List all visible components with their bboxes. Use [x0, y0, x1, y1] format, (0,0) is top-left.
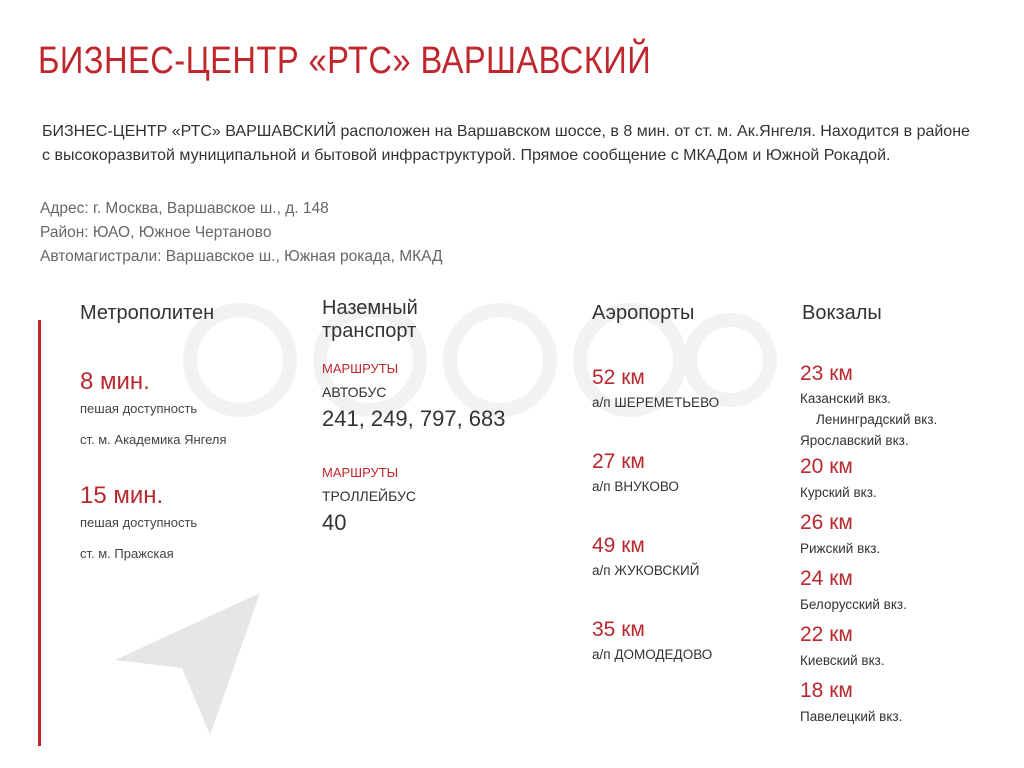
metro-item — [80, 368, 227, 449]
airport-item — [592, 449, 679, 496]
metro-item — [80, 482, 197, 563]
station-item — [800, 622, 885, 670]
station-name: Рижский вкз. — [800, 541, 881, 556]
station-names — [800, 388, 937, 451]
airport-distance: 52 км — [592, 366, 645, 389]
district-text: Район: ЮАО, Южное Чертаново — [40, 224, 272, 241]
metro-mode: пешая доступность — [80, 401, 198, 416]
station-item — [800, 510, 880, 558]
station-distance: 26 км — [800, 511, 853, 534]
address-text: Адрес: г. Москва, Варшавское ш., д. 148 — [40, 200, 329, 217]
route-numbers: 40 — [322, 510, 347, 535]
airport-distance: 35 км — [592, 618, 645, 641]
route-numbers: 241, 249, 797, 683 — [322, 406, 506, 431]
accent-divider — [38, 320, 41, 746]
page-title: БИЗНЕС-ЦЕНТР «РТС» ВАРШАВСКИЙ — [38, 40, 652, 82]
info-block — [40, 197, 443, 269]
airport-name: а/п ЖУКОВСКИЙ — [592, 563, 700, 578]
airport-item — [592, 533, 699, 580]
station-distance: 20 км — [800, 455, 853, 478]
station-name: Курский вкз. — [800, 485, 877, 500]
station-name: Ленинградский вкз. — [816, 412, 938, 427]
navigation-arrow-icon — [110, 590, 270, 740]
airport-item — [592, 617, 712, 664]
station-name: Белорусский вкз. — [800, 597, 907, 612]
ground-transport-heading — [322, 297, 418, 343]
ground-heading-line-2: транспорт — [322, 320, 417, 342]
airport-name: а/п ШЕРЕМЕТЬЕВО — [592, 395, 720, 410]
routes-label: МАРШРУТЫ — [322, 465, 399, 480]
station-name: Ярославский вкз. — [800, 433, 909, 448]
trolleybus-routes — [322, 464, 416, 537]
airport-item — [592, 365, 719, 412]
metro-station: ст. м. Академика Янгеля — [80, 432, 227, 447]
airports-heading: Аэропорты — [592, 302, 695, 324]
airport-distance: 49 км — [592, 534, 645, 557]
metro-mode: пешая доступность — [80, 515, 198, 530]
station-item — [800, 454, 877, 502]
bus-routes — [322, 360, 506, 433]
ground-heading-line-1: Наземный — [322, 297, 418, 319]
metro-station: ст. м. Пражская — [80, 546, 174, 561]
routes-label: МАРШРУТЫ — [322, 361, 399, 376]
highways-text: Автомагистрали: Варшавское ш., Южная рокада, МКАД — [40, 248, 443, 265]
metro-heading: Метрополитен — [80, 302, 215, 324]
station-item — [800, 678, 902, 726]
station-distance: 24 км — [800, 567, 853, 590]
station-distance: 18 км — [800, 679, 853, 702]
station-name: Павелецкий вкз. — [800, 709, 903, 724]
airport-name: а/п ДОМОДЕДОВО — [592, 647, 713, 662]
metro-time: 8 мин. — [80, 368, 150, 395]
station-item — [800, 566, 907, 614]
station-distance: 22 км — [800, 623, 853, 646]
intro-line-1: БИЗНЕС-ЦЕНТР «РТС» ВАРШАВСКИЙ расположен на Варшавском шоссе, в 8 мин. от ст. м. Ак.Янгеля. Находится в районе — [42, 123, 970, 140]
airport-distance: 27 км — [592, 450, 645, 473]
intro-text — [42, 120, 1002, 168]
transport-type: ТРОЛЛЕЙБУС — [322, 488, 416, 504]
station-distance: 23 км — [800, 362, 853, 385]
stations-heading: Вокзалы — [802, 302, 882, 324]
metro-time: 15 мин. — [80, 482, 164, 509]
station-group — [800, 361, 937, 451]
transport-type: АВТОБУС — [322, 384, 387, 400]
station-name: Киевский вкз. — [800, 653, 885, 668]
airport-name: а/п ВНУКОВО — [592, 479, 679, 494]
intro-line-2: с высокоразвитой муниципальной и бытовой инфраструктурой. Прямое сообщение с МКАДом и Южной Рокадой. — [42, 147, 891, 164]
station-name: Казанский вкз. — [800, 391, 892, 406]
